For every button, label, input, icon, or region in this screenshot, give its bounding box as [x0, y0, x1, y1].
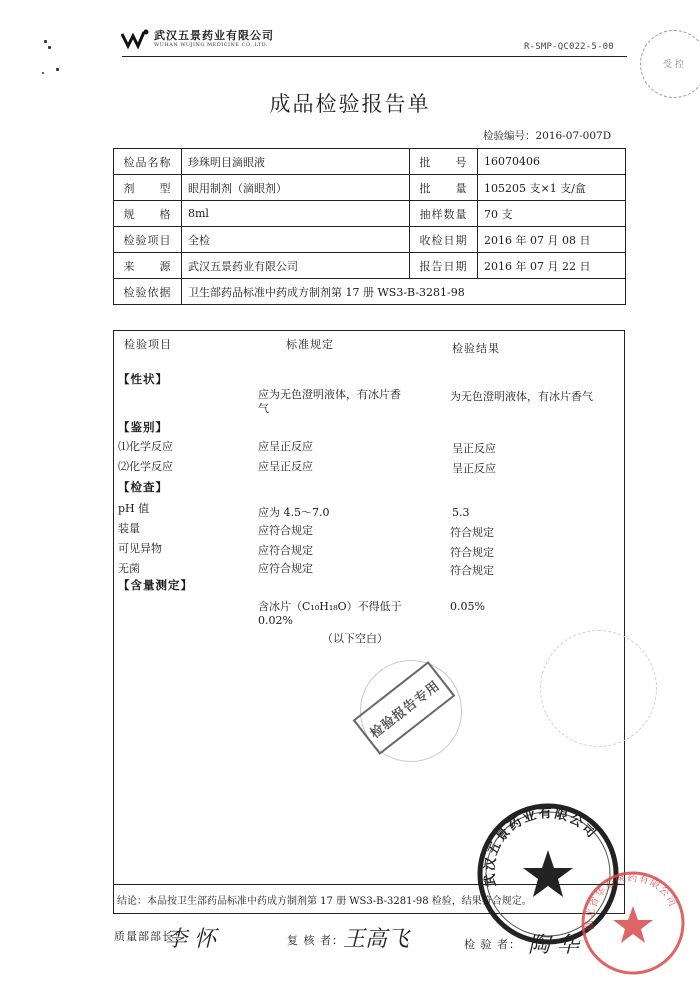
ph-result: 5.3 — [452, 506, 470, 519]
sterility-item: 无菌 — [118, 562, 140, 575]
label-product-name: 检品名称 — [114, 149, 182, 175]
assay-result: 0.05% — [450, 600, 485, 613]
scan-speck — [42, 72, 44, 74]
section-character: 【性状】 — [118, 372, 168, 386]
scan-speck — [56, 68, 59, 71]
value-sample-qty: 70 支 — [478, 201, 626, 227]
particles-result: 符合规定 — [450, 546, 494, 559]
value-source: 武汉五景药业有限公司 — [182, 253, 410, 279]
particles-standard: 应符合规定 — [258, 544, 313, 557]
loading-standard: 应符合规定 — [258, 524, 313, 537]
loading-item: 装量 — [118, 522, 140, 535]
label-test-basis: 检验依据 — [114, 279, 182, 305]
red-seal-star-icon — [613, 906, 653, 943]
table-row — [114, 279, 626, 305]
ph-item: pH 值 — [118, 502, 150, 515]
reviewer-signature: 王高飞 — [343, 927, 410, 952]
section-inspection: 【检查】 — [118, 480, 168, 494]
particles-item: 可见异物 — [118, 542, 162, 555]
value-batch-size: 105205 支×1 支/盒 — [478, 175, 626, 201]
character-standard-line2: 气 — [258, 402, 269, 415]
id2-result: 呈正反应 — [452, 462, 496, 475]
scan-speck — [48, 46, 51, 49]
col-header-item: 检验项目 — [124, 338, 172, 351]
assay-standard-line2: 0.02% — [258, 614, 293, 627]
sterility-standard: 应符合规定 — [258, 562, 313, 575]
company-round-seal-text: 武汉五景药业有限公司 — [482, 806, 600, 888]
company-name-cn: 武汉五景药业有限公司 — [154, 29, 274, 42]
end-note: （以下空白） — [322, 632, 388, 645]
table-row — [114, 149, 626, 175]
assay-standard-line1: 含冰片（C₁₀H₁₈O）不得低于 — [258, 600, 402, 613]
header-rule — [122, 56, 627, 57]
reviewer-label: 复 核 者： — [287, 934, 344, 947]
value-specification: 8ml — [182, 201, 410, 227]
label-specification: 规 格 — [114, 201, 182, 227]
character-standard-line1: 应为无色澄明液体，有冰片香 — [258, 388, 401, 401]
value-batch-no: 16070406 — [478, 149, 626, 175]
controlled-copy-stamp-text: 受 控 — [663, 60, 684, 70]
faint-round-stamp — [540, 630, 657, 747]
value-report-date: 2016 年 07 月 22 日 — [478, 253, 626, 279]
section-assay: 【含量测定】 — [118, 578, 193, 592]
label-source: 来 源 — [114, 253, 182, 279]
company-name-en: WUHAN WUJING MEDICINE CO.,LTD. — [154, 42, 269, 48]
label-batch-no: 批 号 — [410, 149, 478, 175]
page-title: 成品检验报告单 — [269, 92, 431, 116]
value-test-items: 全检 — [182, 227, 410, 253]
seal-star-icon — [523, 850, 573, 897]
document-code: R-SMP-QC022-5-00 — [524, 42, 614, 52]
label-dosage-form: 剂 型 — [114, 175, 182, 201]
id1-result: 呈正反应 — [452, 442, 496, 455]
label-test-items: 检验项目 — [114, 227, 182, 253]
inspector-label: 检 验 者： — [464, 938, 521, 951]
table-row — [114, 253, 626, 279]
col-header-standard: 标准规定 — [286, 338, 334, 351]
inspector-signature: 陶 华 — [528, 933, 579, 958]
value-test-basis: 卫生部药品标准中药成方制剂第 17 册 WS3-B-3281-98 — [182, 279, 626, 305]
table-row — [114, 175, 626, 201]
table-row — [114, 201, 626, 227]
company-logo-mark-icon — [120, 28, 150, 50]
col-header-result: 检验结果 — [452, 342, 500, 355]
red-round-seal-text: 湖北省华泰医药有限公司 — [584, 873, 679, 931]
label-sample-qty: 抽样数量 — [410, 201, 478, 227]
table-row — [114, 227, 626, 253]
ph-standard: 应为 4.5～7.0 — [258, 506, 330, 519]
conclusion-text: 结论：本品按卫生部药品标准中药成方制剂第 17 册 WS3-B-3281-98 检验，结果符合规定。 — [117, 896, 532, 907]
sterility-result: 符合规定 — [450, 564, 494, 577]
section-identification: 【鉴别】 — [118, 420, 168, 434]
value-product-name: 珍珠明目滴眼液 — [182, 149, 410, 175]
value-dosage-form: 眼用制剂（滴眼剂） — [182, 175, 410, 201]
scan-speck — [44, 40, 47, 43]
product-info-table — [113, 148, 626, 305]
quality-head-signature: 李 怀 — [165, 927, 216, 952]
id1-item: ⑴化学反应 — [118, 440, 173, 453]
id2-standard: 应呈正反应 — [258, 460, 313, 473]
id2-item: ⑵化学反应 — [118, 460, 173, 473]
value-received-date: 2016 年 07 月 08 日 — [478, 227, 626, 253]
id1-standard: 应呈正反应 — [258, 440, 313, 453]
label-batch-size: 批 量 — [410, 175, 478, 201]
character-result: 为无色澄明液体，有冰片香气 — [450, 390, 593, 403]
label-received-date: 收检日期 — [410, 227, 478, 253]
conclusion-rule — [113, 884, 625, 885]
test-report-seal-text: 检验报告专用 — [367, 677, 443, 742]
quality-head-label: 质量部部长： — [114, 930, 186, 943]
company-logo — [120, 28, 274, 50]
loading-result: 符合规定 — [450, 526, 494, 539]
report-number: 检验编号：2016-07-007D — [483, 130, 612, 142]
label-report-date: 报告日期 — [410, 253, 478, 279]
